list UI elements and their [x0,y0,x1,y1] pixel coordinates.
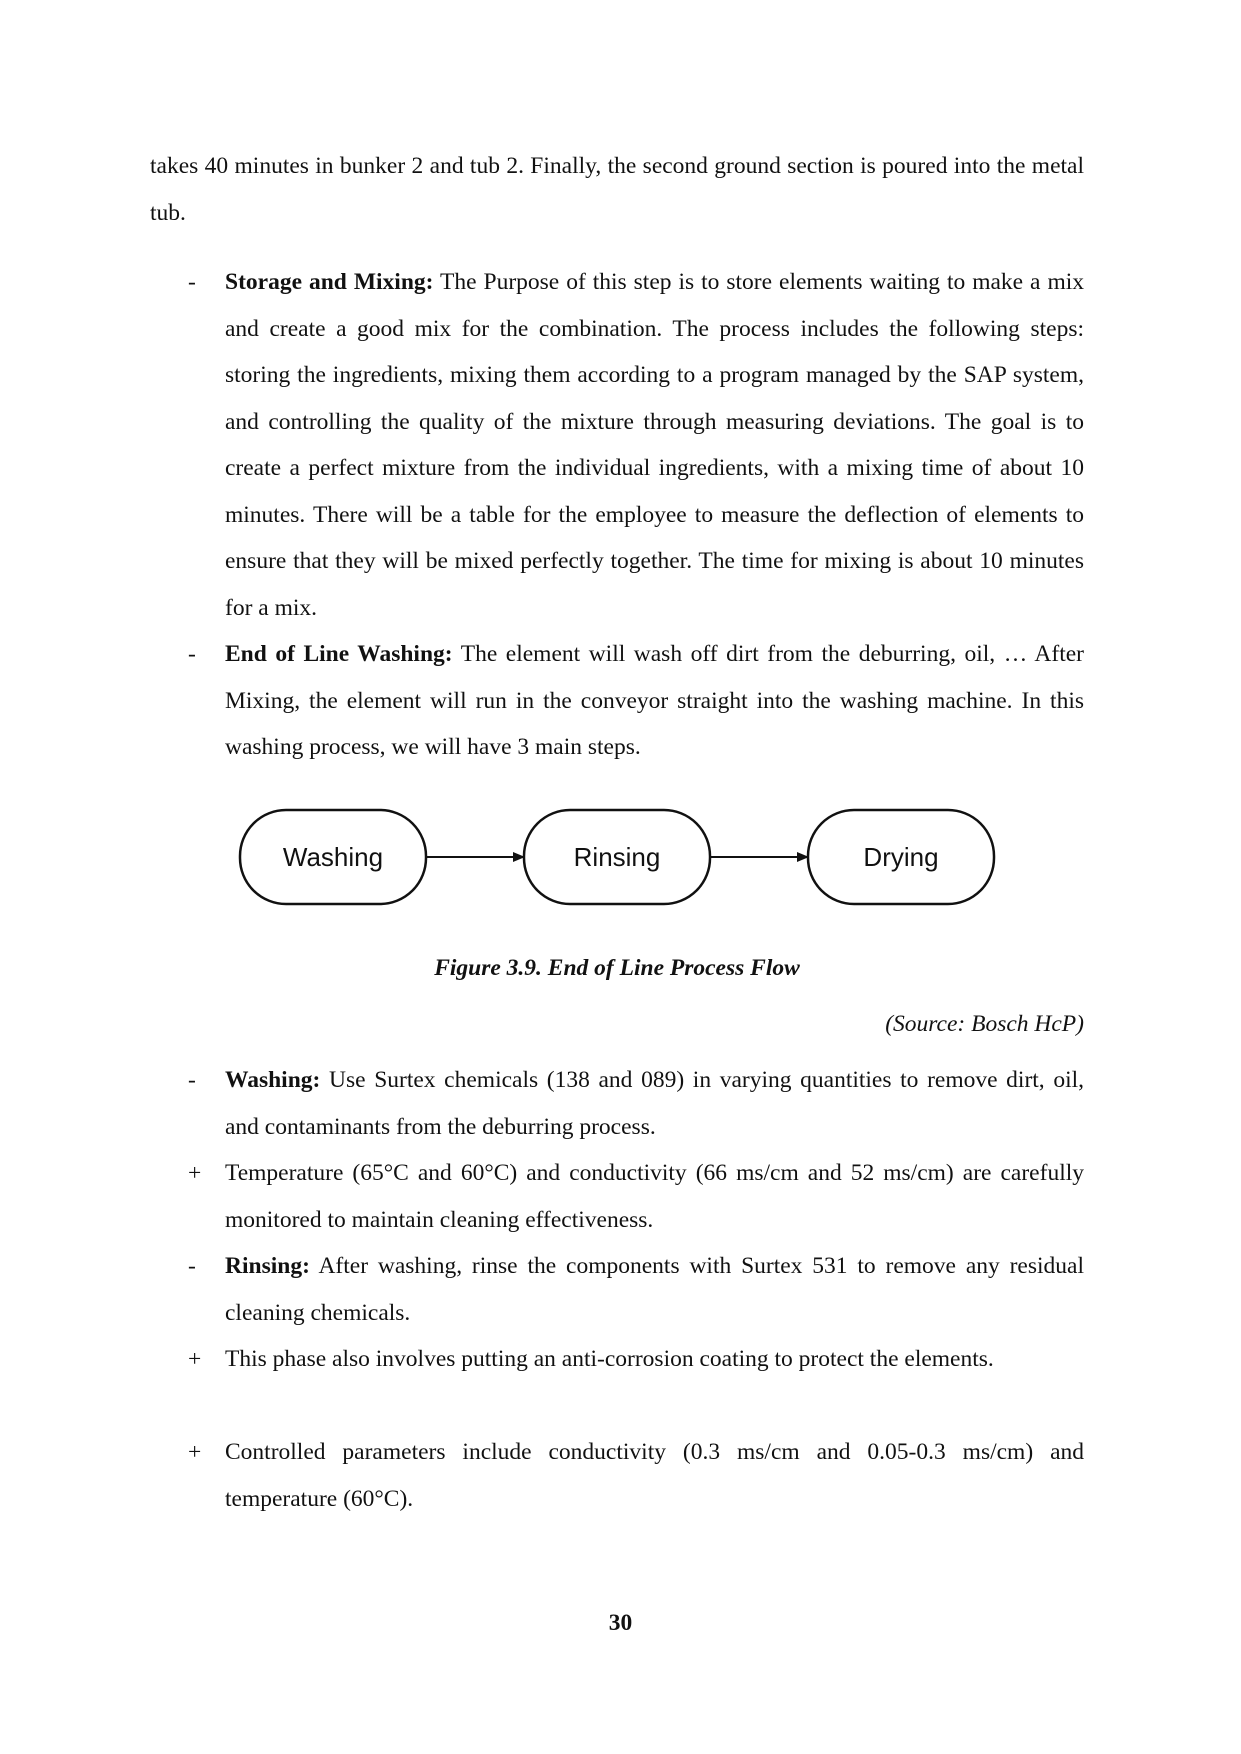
intro-paragraph: takes 40 minutes in bunker 2 and tub 2. Finally, the second ground section is poured into the metal tub. [150,153,1084,226]
list-marker: - [188,269,196,295]
list-marker: + [188,1160,202,1186]
list-item-temperature [150,1150,1084,1243]
list-marker: + [188,1346,202,1372]
list-marker: - [188,641,196,667]
list-item-body: Temperature (65°C and 60°C) and conductivity (66 ms/cm and 52 ms/cm) are carefully monitored to maintain cleaning effectiveness. [225,1160,1084,1233]
list-item-text [225,631,1084,771]
process-flow-diagram [238,808,998,916]
flow-node-label: Rinsing [573,842,661,872]
list-item-title: End of Line Washing: [225,641,453,667]
list-item-body: The element will wash off dirt from the deburring, oil, … After Mixing, the element will run in the conveyor straight into the washing machine. In this washing process, we will have 3 main steps. [225,641,1085,760]
list-item-controlled-parameters [150,1429,1084,1522]
list-item-title: Storage and Mixing: [225,269,434,295]
list-item-rinsing [150,1243,1084,1336]
figure-source: (Source: Bosch HcP) [885,1011,1084,1037]
list-marker: + [188,1439,202,1465]
list-item-text [225,1243,1084,1336]
list-item-text [225,1057,1084,1150]
figure-caption: Figure 3.9. End of Line Process Flow [434,955,800,981]
list-item-storage-mixing [150,259,1084,631]
list-marker: - [188,1067,196,1093]
list-item-body: Controlled parameters include conductivity (0.3 ms/cm and 0.05-0.3 ms/cm) and temperature (60°C). [225,1439,1084,1512]
page-number: 30 [608,1610,633,1636]
list-item-body: After washing, rinse the components with Surtex 531 to remove any residual cleaning chemicals. [225,1253,1084,1326]
list-item-title: Washing: [225,1067,321,1093]
list-item-body: Use Surtex chemicals (138 and 089) in varying quantities to remove dirt, oil, and contaminants from the deburring process. [225,1067,1085,1140]
flow-node-label: Drying [863,842,939,872]
list-item-body: This phase also involves putting an anti-corrosion coating to protect the elements. [225,1346,994,1372]
list-marker: - [188,1253,196,1279]
list-item-title: Rinsing: [225,1253,310,1279]
flow-node-label: Washing [282,842,384,872]
list-item-body: The Purpose of this step is to store elements waiting to make a mix and create a good mix for the combination. The process includes the following steps: storing the ingredients, mixing them according to a program managed by the SAP system, and controlling the quality of the mixture through measuring deviations. The goal is to create a perfect mixture from the individual ingredients, with a mixing time of about 10 minutes. There will be a table for the employee to measure the deflection of elements to ensure that they will be mixed perfectly together. The time for mixing is about 10 minutes for a mix. [225,269,1085,621]
list-item-text [225,259,1084,631]
list-item-end-of-line-washing [150,631,1084,771]
list-item-anti-corrosion [150,1336,1084,1383]
list-item-washing [150,1057,1084,1150]
